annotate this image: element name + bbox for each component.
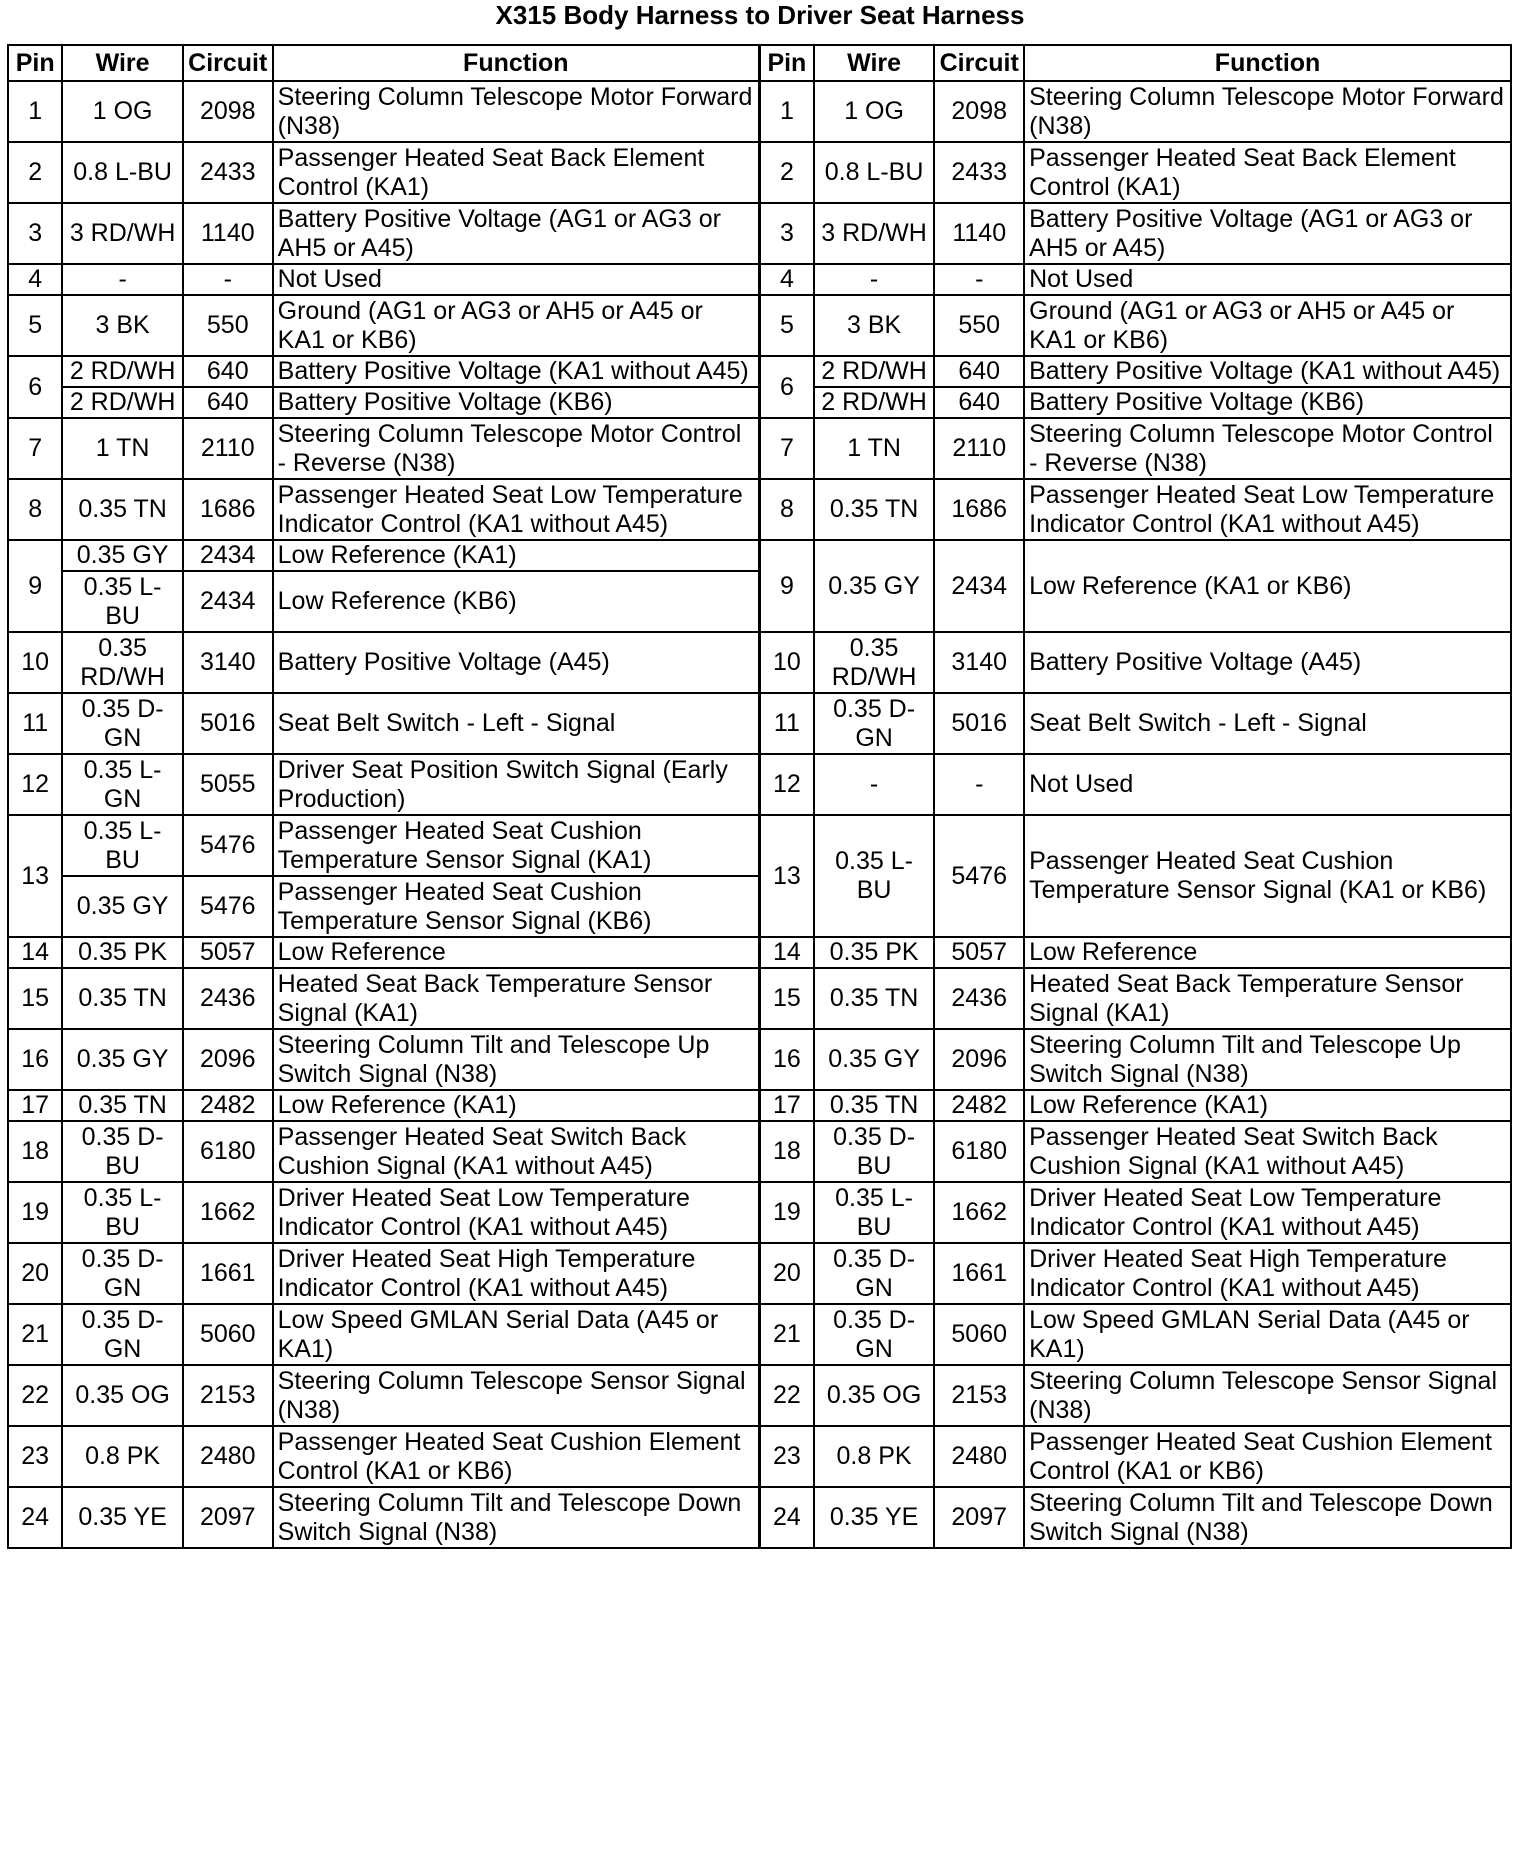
pin-number: 7 <box>8 418 62 479</box>
header-row <box>8 45 1511 81</box>
wire-cell: 2 RD/WH <box>62 356 183 387</box>
pin-number: 6 <box>8 356 62 418</box>
table-row <box>8 479 1511 540</box>
function-cell: Low Reference (KB6) <box>273 571 760 632</box>
circuit-cell: 1662 <box>934 1182 1024 1243</box>
circuit-cell: 2436 <box>183 968 273 1029</box>
function-cell: Driver Seat Position Switch Signal (Early Production) <box>273 754 760 815</box>
wire-cell: 0.35 L-BU <box>62 815 183 876</box>
pin-number: 21 <box>759 1304 813 1365</box>
table-row <box>8 1304 1511 1365</box>
pin-number: 20 <box>8 1243 62 1304</box>
wire-cell: 0.35 D-GN <box>62 693 183 754</box>
function-cell: Not Used <box>273 264 760 295</box>
pin-number: 8 <box>759 479 813 540</box>
wire-cell: 0.35 OG <box>814 1365 935 1426</box>
wire-cell: 0.35 D-GN <box>814 1304 935 1365</box>
wire-cell: 0.35 D-GN <box>814 1243 935 1304</box>
wire-cell: - <box>62 264 183 295</box>
pin-number: 16 <box>759 1029 813 1090</box>
function-cell: Passenger Heated Seat Cushion Temperature Sensor Signal (KB6) <box>273 876 760 937</box>
pin-number: 19 <box>759 1182 813 1243</box>
table-row <box>8 968 1511 1029</box>
pin-number: 17 <box>759 1090 813 1121</box>
circuit-cell: 5057 <box>183 937 273 968</box>
wire-cell: 0.35 TN <box>814 479 935 540</box>
wire-cell: 0.35 D-BU <box>62 1121 183 1182</box>
table-row <box>8 815 1511 876</box>
wire-cell: 0.35 GY <box>62 1029 183 1090</box>
wire-cell: 0.35 TN <box>814 968 935 1029</box>
circuit-cell: 5060 <box>183 1304 273 1365</box>
wire-cell: 0.35 YE <box>62 1487 183 1548</box>
wire-cell: 1 OG <box>62 81 183 142</box>
table-row <box>8 754 1511 815</box>
function-cell: Driver Heated Seat High Temperature Indicator Control (KA1 without A45) <box>273 1243 760 1304</box>
pin-number: 15 <box>759 968 813 1029</box>
table-row <box>8 418 1511 479</box>
function-cell: Low Speed GMLAN Serial Data (A45 or KA1) <box>273 1304 760 1365</box>
table-row <box>8 1182 1511 1243</box>
circuit-cell: - <box>183 264 273 295</box>
function-cell: Steering Column Tilt and Telescope Up Switch Signal (N38) <box>273 1029 760 1090</box>
wire-cell: - <box>814 264 935 295</box>
pin-number: 13 <box>759 815 813 937</box>
function-cell: Steering Column Tilt and Telescope Down Switch Signal (N38) <box>273 1487 760 1548</box>
wire-cell: 0.35 TN <box>62 968 183 1029</box>
function-cell: Steering Column Telescope Sensor Signal (N38) <box>1024 1365 1511 1426</box>
pin-number: 23 <box>759 1426 813 1487</box>
function-cell: Steering Column Telescope Sensor Signal (N38) <box>273 1365 760 1426</box>
pin-number: 18 <box>8 1121 62 1182</box>
table-row <box>8 632 1511 693</box>
wire-cell: 0.35 L-BU <box>814 815 935 937</box>
pin-number: 23 <box>8 1426 62 1487</box>
circuit-cell: 2482 <box>183 1090 273 1121</box>
circuit-cell: 6180 <box>183 1121 273 1182</box>
wire-cell: 0.35 TN <box>814 1090 935 1121</box>
wire-cell: 0.35 D-GN <box>814 693 935 754</box>
function-cell: Steering Column Telescope Motor Control - Reverse (N38) <box>1024 418 1511 479</box>
pin-number: 14 <box>759 937 813 968</box>
function-cell: Battery Positive Voltage (A45) <box>273 632 760 693</box>
circuit-cell: 1662 <box>183 1182 273 1243</box>
pin-number: 22 <box>759 1365 813 1426</box>
table-row <box>8 1090 1511 1121</box>
table-row <box>8 1029 1511 1090</box>
circuit-cell: 640 <box>934 356 1024 387</box>
pin-number: 21 <box>8 1304 62 1365</box>
circuit-cell: 550 <box>183 295 273 356</box>
circuit-cell: 5016 <box>934 693 1024 754</box>
header-circuit: Circuit <box>934 45 1024 81</box>
function-cell: Driver Heated Seat High Temperature Indicator Control (KA1 without A45) <box>1024 1243 1511 1304</box>
circuit-cell: 1661 <box>183 1243 273 1304</box>
circuit-cell: 2096 <box>934 1029 1024 1090</box>
page-title: X315 Body Harness to Driver Seat Harness <box>495 0 1025 30</box>
function-cell: Low Speed GMLAN Serial Data (A45 or KA1) <box>1024 1304 1511 1365</box>
circuit-cell: 5060 <box>934 1304 1024 1365</box>
table-row <box>8 1426 1511 1487</box>
function-cell: Battery Positive Voltage (A45) <box>1024 632 1511 693</box>
function-cell: Passenger Heated Seat Switch Back Cushion Signal (KA1 without A45) <box>273 1121 760 1182</box>
circuit-cell: 2096 <box>183 1029 273 1090</box>
wire-cell: 0.35 TN <box>62 479 183 540</box>
pin-number: 18 <box>759 1121 813 1182</box>
wire-cell: 0.8 PK <box>814 1426 935 1487</box>
pin-number: 14 <box>8 937 62 968</box>
circuit-cell: 2480 <box>183 1426 273 1487</box>
circuit-cell: 2434 <box>934 540 1024 632</box>
function-cell: Steering Column Tilt and Telescope Up Switch Signal (N38) <box>1024 1029 1511 1090</box>
function-cell: Passenger Heated Seat Cushion Temperature Sensor Signal (KA1 or KB6) <box>1024 815 1511 937</box>
function-cell: Seat Belt Switch - Left - Signal <box>273 693 760 754</box>
function-cell: Ground (AG1 or AG3 or AH5 or A45 or KA1 or KB6) <box>1024 295 1511 356</box>
wire-cell: 1 TN <box>814 418 935 479</box>
wire-cell: 3 BK <box>62 295 183 356</box>
function-cell: Passenger Heated Seat Back Element Control (KA1) <box>1024 142 1511 203</box>
pin-number: 3 <box>759 203 813 264</box>
function-cell: Steering Column Telescope Motor Forward (N38) <box>1024 81 1511 142</box>
circuit-cell: 3140 <box>183 632 273 693</box>
pinout-table <box>7 44 1512 1549</box>
circuit-cell: 1661 <box>934 1243 1024 1304</box>
pin-number: 2 <box>759 142 813 203</box>
wire-cell: 0.35 L-BU <box>62 571 183 632</box>
pin-number: 1 <box>8 81 62 142</box>
circuit-cell: 2433 <box>934 142 1024 203</box>
wire-cell: 0.8 L-BU <box>814 142 935 203</box>
pin-number: 4 <box>759 264 813 295</box>
header-pin: Pin <box>8 45 62 81</box>
function-cell: Seat Belt Switch - Left - Signal <box>1024 693 1511 754</box>
wire-cell: - <box>814 754 935 815</box>
function-cell: Passenger Heated Seat Back Element Control (KA1) <box>273 142 760 203</box>
function-cell: Battery Positive Voltage (AG1 or AG3 or AH5 or A45) <box>273 203 760 264</box>
table-row <box>8 937 1511 968</box>
pin-number: 3 <box>8 203 62 264</box>
header-function: Function <box>1024 45 1511 81</box>
wire-cell: 0.35 YE <box>814 1487 935 1548</box>
circuit-cell: 2098 <box>183 81 273 142</box>
pin-number: 13 <box>8 815 62 937</box>
pin-number: 5 <box>759 295 813 356</box>
wire-cell: 0.35 GY <box>62 876 183 937</box>
function-cell: Low Reference (KA1) <box>1024 1090 1511 1121</box>
wire-cell: 0.35 L-BU <box>814 1182 935 1243</box>
pin-number: 4 <box>8 264 62 295</box>
circuit-cell: 640 <box>183 356 273 387</box>
circuit-cell: 2110 <box>934 418 1024 479</box>
circuit-cell: 2436 <box>934 968 1024 1029</box>
wire-cell: 0.35 OG <box>62 1365 183 1426</box>
wire-cell: 3 RD/WH <box>814 203 935 264</box>
function-cell: Battery Positive Voltage (KB6) <box>273 387 760 418</box>
circuit-cell: 1686 <box>183 479 273 540</box>
wire-cell: 0.35 L-GN <box>62 754 183 815</box>
function-cell: Passenger Heated Seat Cushion Temperature Sensor Signal (KA1) <box>273 815 760 876</box>
circuit-cell: 3140 <box>934 632 1024 693</box>
function-cell: Heated Seat Back Temperature Sensor Signal (KA1) <box>1024 968 1511 1029</box>
circuit-cell: 2482 <box>934 1090 1024 1121</box>
table-row <box>8 1365 1511 1426</box>
wire-cell: 0.35 GY <box>814 540 935 632</box>
pin-number: 9 <box>8 540 62 632</box>
pin-number: 22 <box>8 1365 62 1426</box>
function-cell: Driver Heated Seat Low Temperature Indicator Control (KA1 without A45) <box>1024 1182 1511 1243</box>
circuit-cell: 2480 <box>934 1426 1024 1487</box>
pin-number: 12 <box>759 754 813 815</box>
function-cell: Low Reference (KA1) <box>273 1090 760 1121</box>
circuit-cell: 1140 <box>183 203 273 264</box>
pin-number: 6 <box>759 356 813 418</box>
wire-cell: 0.35 PK <box>62 937 183 968</box>
pin-number: 2 <box>8 142 62 203</box>
pin-number: 17 <box>8 1090 62 1121</box>
circuit-cell: 1140 <box>934 203 1024 264</box>
table-row <box>8 295 1511 356</box>
wire-cell: 2 RD/WH <box>814 387 935 418</box>
circuit-cell: 2153 <box>934 1365 1024 1426</box>
circuit-cell: 2153 <box>183 1365 273 1426</box>
function-cell: Steering Column Telescope Motor Control - Reverse (N38) <box>273 418 760 479</box>
pin-number: 9 <box>759 540 813 632</box>
wire-cell: 1 OG <box>814 81 935 142</box>
wire-cell: 0.35 D-GN <box>62 1304 183 1365</box>
circuit-cell: 5055 <box>183 754 273 815</box>
wire-cell: 0.35 L-BU <box>62 1182 183 1243</box>
circuit-cell: 2434 <box>183 540 273 571</box>
table-row <box>8 203 1511 264</box>
function-cell: Passenger Heated Seat Cushion Element Control (KA1 or KB6) <box>1024 1426 1511 1487</box>
function-cell: Passenger Heated Seat Low Temperature Indicator Control (KA1 without A45) <box>1024 479 1511 540</box>
wire-cell: 0.35 TN <box>62 1090 183 1121</box>
circuit-cell: - <box>934 754 1024 815</box>
wire-cell: 0.8 PK <box>62 1426 183 1487</box>
circuit-cell: 640 <box>934 387 1024 418</box>
pin-number: 20 <box>759 1243 813 1304</box>
circuit-cell: 2097 <box>934 1487 1024 1548</box>
function-cell: Not Used <box>1024 754 1511 815</box>
pin-number: 10 <box>759 632 813 693</box>
function-cell: Battery Positive Voltage (KA1 without A45) <box>1024 356 1511 387</box>
circuit-cell: 5016 <box>183 693 273 754</box>
function-cell: Low Reference <box>273 937 760 968</box>
circuit-cell: 2098 <box>934 81 1024 142</box>
circuit-cell: 5476 <box>183 815 273 876</box>
circuit-cell: 640 <box>183 387 273 418</box>
circuit-cell: 2433 <box>183 142 273 203</box>
wire-cell: 0.35 PK <box>814 937 935 968</box>
function-cell: Low Reference <box>1024 937 1511 968</box>
wire-cell: 0.35 RD/WH <box>814 632 935 693</box>
function-cell: Battery Positive Voltage (AG1 or AG3 or AH5 or A45) <box>1024 203 1511 264</box>
wire-cell: 0.35 GY <box>814 1029 935 1090</box>
function-cell: Passenger Heated Seat Switch Back Cushion Signal (KA1 without A45) <box>1024 1121 1511 1182</box>
pin-number: 11 <box>8 693 62 754</box>
pin-number: 5 <box>8 295 62 356</box>
function-cell: Low Reference (KA1) <box>273 540 760 571</box>
pin-number: 12 <box>8 754 62 815</box>
table-row <box>8 540 1511 571</box>
function-cell: Battery Positive Voltage (KB6) <box>1024 387 1511 418</box>
table-row <box>8 142 1511 203</box>
table-row <box>8 1487 1511 1548</box>
wire-cell: 1 TN <box>62 418 183 479</box>
circuit-cell: 5476 <box>934 815 1024 937</box>
wire-cell: 3 BK <box>814 295 935 356</box>
circuit-cell: 550 <box>934 295 1024 356</box>
pin-number: 24 <box>8 1487 62 1548</box>
function-cell: Passenger Heated Seat Cushion Element Control (KA1 or KB6) <box>273 1426 760 1487</box>
circuit-cell: - <box>934 264 1024 295</box>
wire-cell: 0.35 D-BU <box>814 1121 935 1182</box>
header-function: Function <box>273 45 760 81</box>
table-row <box>8 693 1511 754</box>
pin-number: 16 <box>8 1029 62 1090</box>
function-cell: Driver Heated Seat Low Temperature Indicator Control (KA1 without A45) <box>273 1182 760 1243</box>
pin-number: 11 <box>759 693 813 754</box>
pin-number: 1 <box>759 81 813 142</box>
circuit-cell: 5057 <box>934 937 1024 968</box>
function-cell: Steering Column Telescope Motor Forward (N38) <box>273 81 760 142</box>
table-row <box>8 1121 1511 1182</box>
wire-cell: 3 RD/WH <box>62 203 183 264</box>
wire-cell: 0.35 GY <box>62 540 183 571</box>
header-wire: Wire <box>62 45 183 81</box>
pin-number: 15 <box>8 968 62 1029</box>
wire-cell: 2 RD/WH <box>814 356 935 387</box>
table-row <box>8 81 1511 142</box>
pin-number: 19 <box>8 1182 62 1243</box>
table-body <box>8 81 1511 1548</box>
function-cell: Steering Column Tilt and Telescope Down Switch Signal (N38) <box>1024 1487 1511 1548</box>
header-wire: Wire <box>814 45 935 81</box>
table-row <box>8 1243 1511 1304</box>
function-cell: Ground (AG1 or AG3 or AH5 or A45 or KA1 or KB6) <box>273 295 760 356</box>
pin-number: 8 <box>8 479 62 540</box>
wire-cell: 0.35 RD/WH <box>62 632 183 693</box>
function-cell: Passenger Heated Seat Low Temperature Indicator Control (KA1 without A45) <box>273 479 760 540</box>
circuit-cell: 2097 <box>183 1487 273 1548</box>
function-cell: Low Reference (KA1 or KB6) <box>1024 540 1511 632</box>
pin-number: 7 <box>759 418 813 479</box>
table-row <box>8 264 1511 295</box>
pin-number: 10 <box>8 632 62 693</box>
wire-cell: 2 RD/WH <box>62 387 183 418</box>
circuit-cell: 2110 <box>183 418 273 479</box>
function-cell: Heated Seat Back Temperature Sensor Signal (KA1) <box>273 968 760 1029</box>
pin-number: 24 <box>759 1487 813 1548</box>
wire-cell: 0.8 L-BU <box>62 142 183 203</box>
circuit-cell: 1686 <box>934 479 1024 540</box>
function-cell: Battery Positive Voltage (KA1 without A45) <box>273 356 760 387</box>
wire-cell: 0.35 D-GN <box>62 1243 183 1304</box>
function-cell: Not Used <box>1024 264 1511 295</box>
header-circuit: Circuit <box>183 45 273 81</box>
table-row <box>8 356 1511 387</box>
circuit-cell: 6180 <box>934 1121 1024 1182</box>
header-pin: Pin <box>759 45 813 81</box>
circuit-cell: 5476 <box>183 876 273 937</box>
circuit-cell: 2434 <box>183 571 273 632</box>
